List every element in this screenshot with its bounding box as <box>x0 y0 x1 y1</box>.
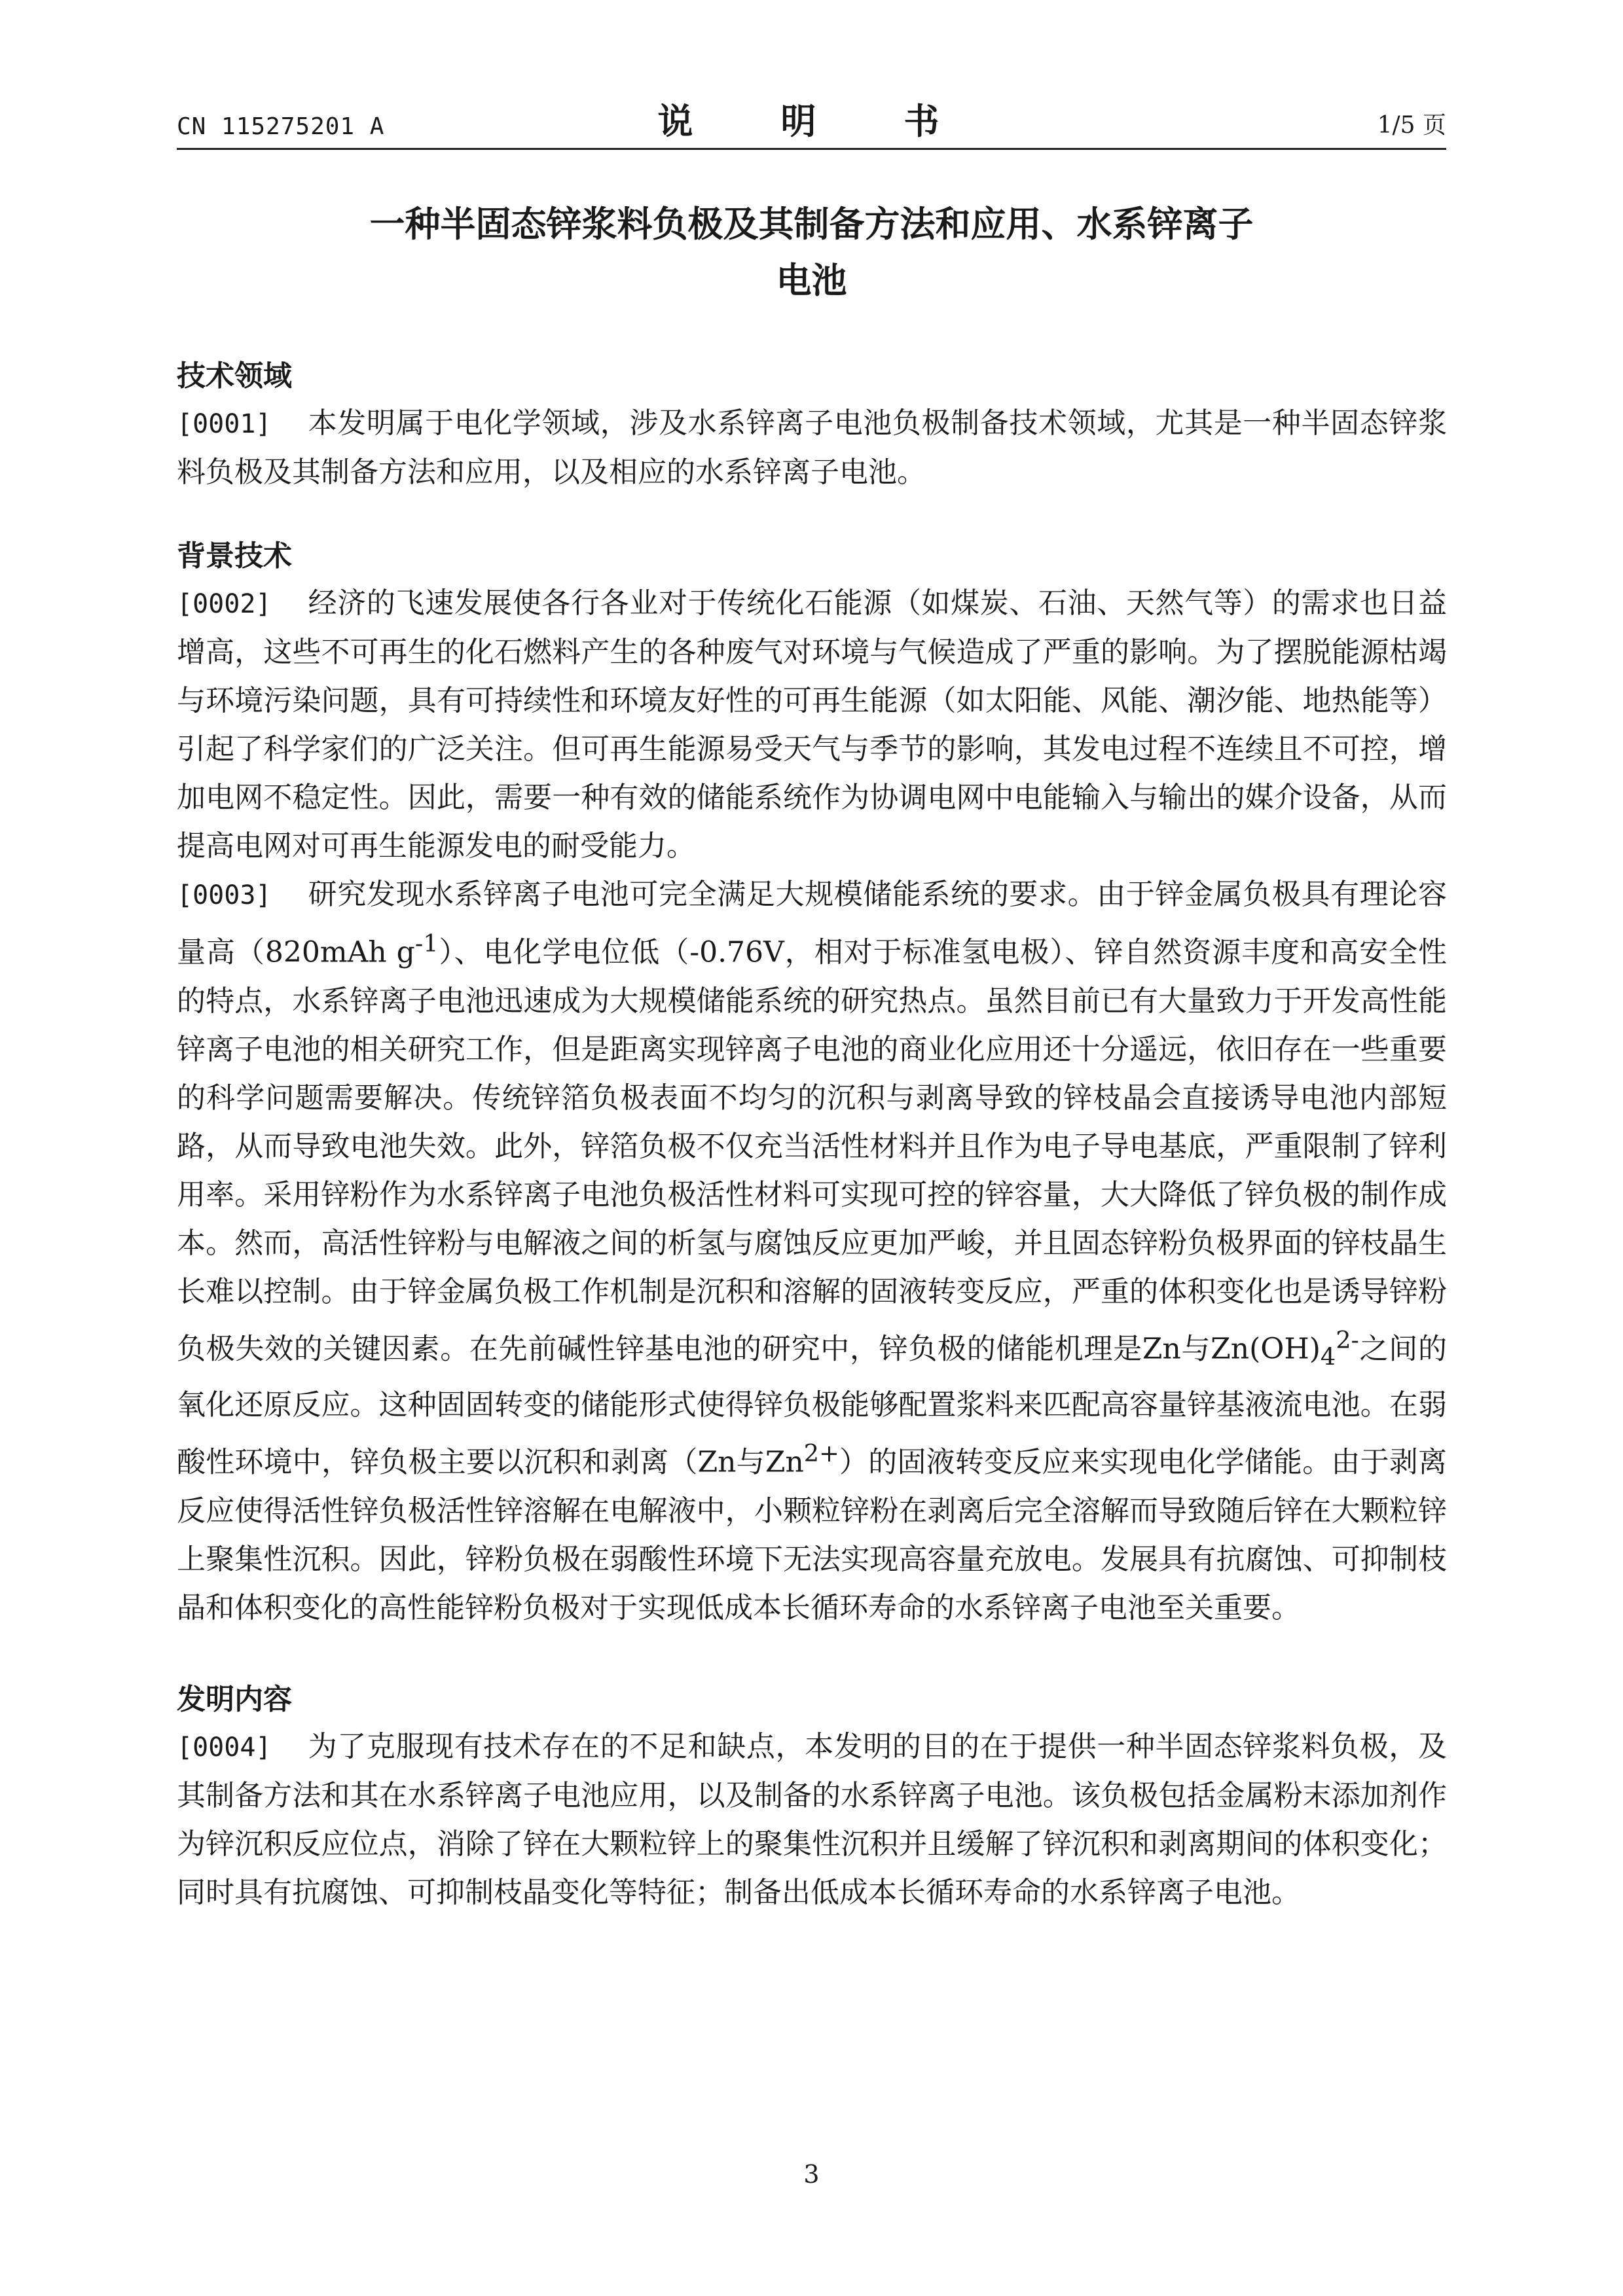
paragraph-text: 本发明属于电化学领域，涉及水系锌离子电池负极制备技术领域，尤其是一种半固态锌浆料负极及其制备方法和应用，以及相应的水系锌离子电池。 <box>177 406 1447 489</box>
paragraph-number: [0001] <box>177 409 272 439</box>
paragraph-number: [0002] <box>177 589 272 619</box>
title-line-2: 电池 <box>776 260 847 301</box>
paragraph-0003 <box>177 870 1447 1632</box>
header-divider <box>177 148 1446 150</box>
document-number: CN 115275201 A <box>177 113 385 140</box>
section-heading-technical-field: 技术领域 <box>177 359 292 393</box>
paragraph-text-part: ）的固液转变反应来实现电化学储能。由于剥离反应使得活性锌负极活性锌溶解在电解液中，小颗粒锌粉在剥离后完全溶解而导致随后锌在大颗粒锌上聚集性沉积。因此，锌粉负极在弱酸性环境下无法实现高容量充放电。发展具有抗腐蚀、可抑制枝晶和体积变化的高性能锌粉负极对于实现低成本长循环寿命的水系锌离子电池至关重要。 <box>177 1445 1448 1624</box>
superscript: -1 <box>414 929 439 958</box>
paragraph-number: [0004] <box>177 1732 272 1763</box>
page-header <box>177 97 1446 149</box>
superscript: 2- <box>1336 1325 1359 1354</box>
subscript: 4 <box>1320 1342 1336 1371</box>
patent-title <box>262 196 1361 309</box>
paragraph-0001 <box>177 399 1447 497</box>
paragraph-0004 <box>177 1723 1447 1917</box>
title-line-1: 一种半固态锌浆料负极及其制备方法和应用、水系锌离子 <box>369 204 1254 245</box>
document-body <box>177 353 1447 1917</box>
document-type: 说 明 书 <box>657 101 966 142</box>
paragraph-text-part: 研究发现水系锌离子电池可完全满足大规模储能系统的要求。由于锌金属负极具有理论容量高（820mAh g <box>177 878 1447 969</box>
section-heading-background: 背景技术 <box>177 539 292 573</box>
section-spacer <box>177 1632 1447 1677</box>
section-spacer <box>177 497 1447 533</box>
paragraph-text-part: 之间的氧化还原反应。这种固固转变的储能形式使得锌负极能够配置浆料来匹配高容量锌基液流电池。在弱酸性环境中，锌负极主要以沉积和剥离（Zn与Zn <box>177 1332 1448 1479</box>
paragraph-0002 <box>177 579 1447 870</box>
superscript: 2+ <box>803 1439 839 1468</box>
paragraph-number: [0003] <box>177 880 272 910</box>
page-number: 3 <box>803 2160 820 2189</box>
paragraph-text: 经济的飞速发展使各行各业对于传统化石能源（如煤炭、石油、天然气等）的需求也日益增高，这些不可再生的化石燃料产生的各种废气对环境与气候造成了严重的影响。为了摆脱能源枯竭与环境污染问题，具有可持续性和环境友好性的可再生能源（如太阳能、风能、潮汐能、地热能等）引起了科学家们的广泛关注。但可再生能源易受天气与季节的影响，其发电过程不连续且不可控，增加电网不稳定性。因此，需要一种有效的储能系统作为协调电网中电能输入与输出的媒介设备，从而提高电网对可再生能源发电的耐受能力。 <box>177 586 1447 863</box>
paragraph-text-part: ）、电化学电位低（-0.76V，相对于标准氢电极）、锌自然资源丰度和高安全性的特点，水系锌离子电池迅速成为大规模储能系统的研究热点。虽然目前已有大量致力于开发高性能锌离子电池的相关研究工作，但是距离实现锌离子电池的商业化应用还十分遥远，依旧存在一些重要的科学问题需要解决。传统锌箔负极表面不均匀的沉积与剥离导致的锌枝晶会直接诱导电池内部短路，从而导致电池失效。此外，锌箔负极不仅充当活性材料并且作为电子导电基底，严重限制了锌利用率。采用锌粉作为水系锌离子电池负极活性材料可实现可控的锌容量，大大降低了锌负极的制作成本。然而，高活性锌粉与电解液之间的析氢与腐蚀反应更加严峻，并且固态锌粉负极界面的锌枝晶生长难以控制。由于锌金属负极工作机制是沉积和溶解的固液转变反应，严重的体积变化也是诱导锌粉负极失效的关键因素。在先前碱性锌基电池的研究中，锌负极的储能机理是Zn与Zn(OH) <box>177 935 1448 1366</box>
section-heading-invention-content: 发明内容 <box>177 1682 292 1716</box>
paragraph-text: 为了克服现有技术存在的不足和缺点，本发明的目的在于提供一种半固态锌浆料负极，及其制备方法和其在水系锌离子电池应用，以及制备的水系锌离子电池。该负极包括金属粉末添加剂作为锌沉积反应位点，消除了锌在大颗粒锌上的聚集性沉积并且缓解了锌沉积和剥离期间的体积变化；同时具有抗腐蚀、可抑制枝晶变化等特征；制备出低成本长循环寿命的水系锌离子电池。 <box>177 1729 1447 1909</box>
page-counter: 1/5 页 <box>1377 112 1446 139</box>
page-footer <box>0 2160 1623 2189</box>
